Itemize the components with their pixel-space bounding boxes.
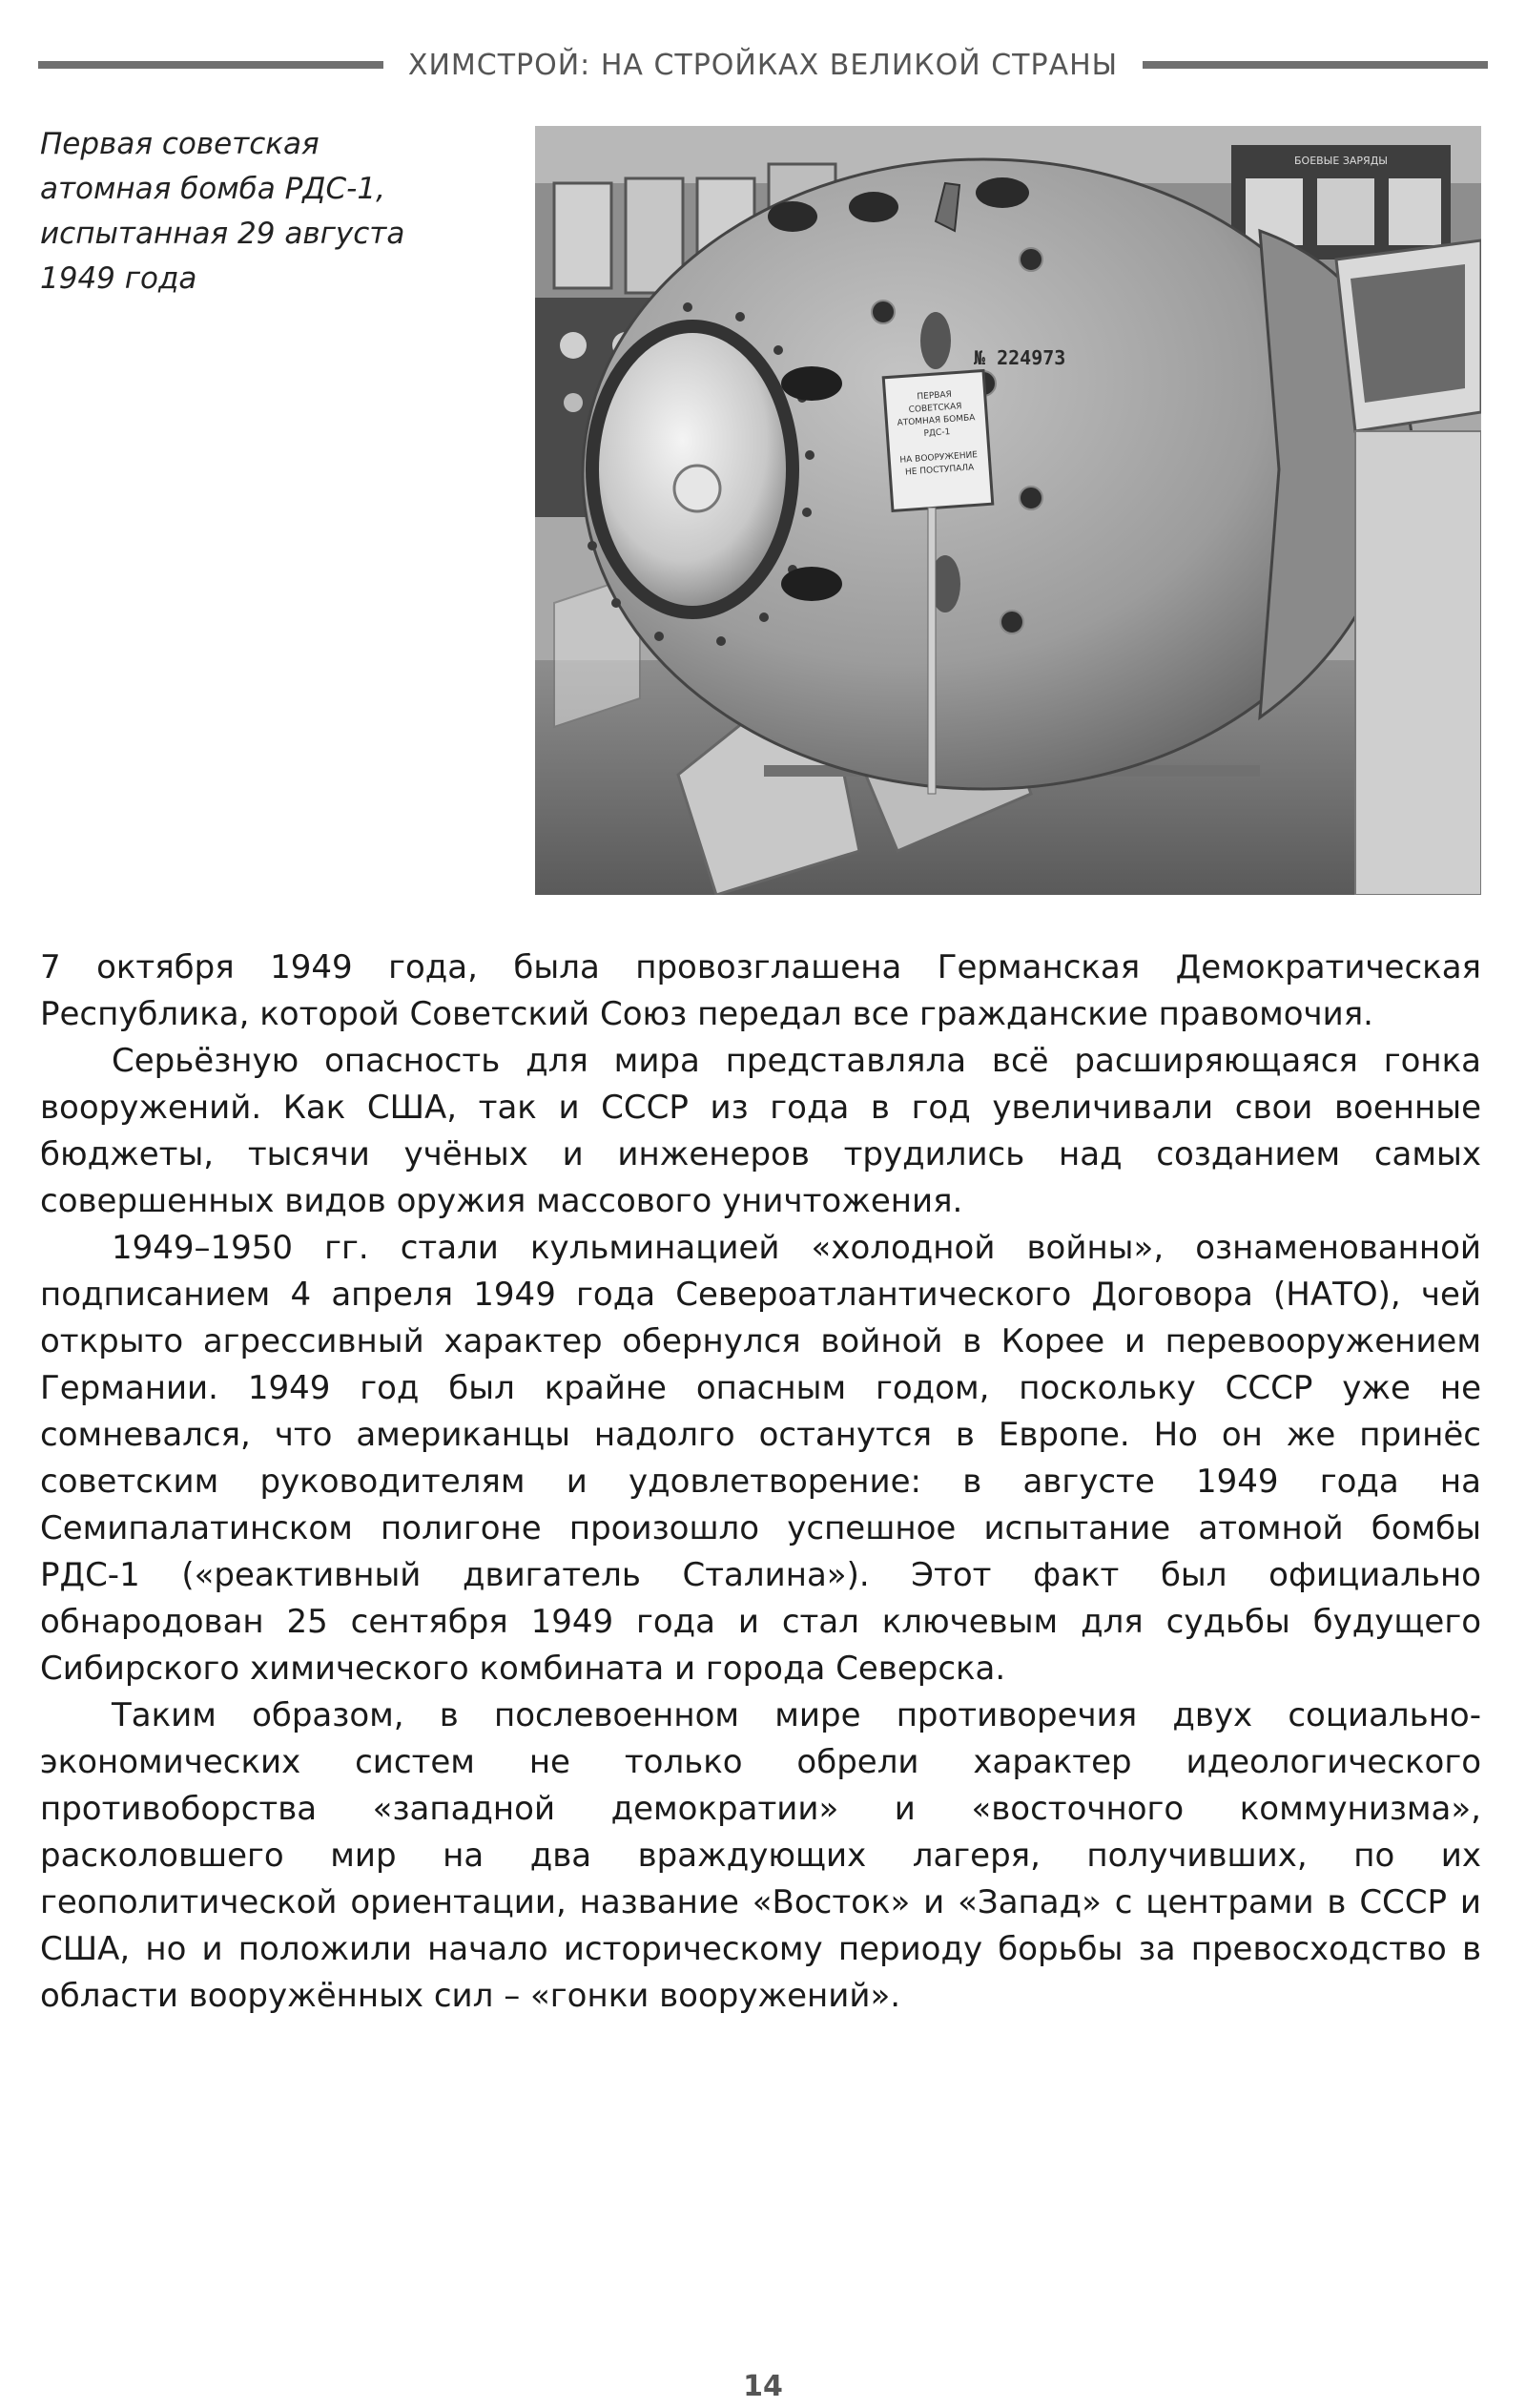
rds1-bomb-photo <box>535 126 1481 895</box>
caption-line: 1949 года <box>40 261 197 296</box>
caption-line: Первая советская <box>40 127 320 161</box>
paragraph: Таким образом, в послевоенном мире противоречия двух социально-экономических систем не только обрели характер идеологического противоборства «западной демократии» и «восточного коммунизма», расколовшего мир на два враждующих лагеря, получивших, по их геополитической ориентации, название «Восток» и «Запад» с центрами в СССР и США, но и положили начало историческому периоду борьбы за превосходство в области вооружённых сил – «гонки вооружений». <box>40 1696 1481 2015</box>
running-header <box>38 44 1488 86</box>
caption-line: атомная бомба РДС-1, <box>40 172 385 206</box>
plaque-line: НЕ ПОСТУПАЛА <box>904 463 975 478</box>
bomb-photo-illustration <box>535 126 1481 895</box>
page-number: 14 <box>743 2370 783 2403</box>
bomb-serial-number: № 224973 <box>974 346 1066 369</box>
header-rule-right <box>1143 61 1488 69</box>
body-text <box>40 945 1481 2020</box>
header-rule-left <box>38 61 383 69</box>
plaque-line: ПЕРВАЯ <box>917 389 953 403</box>
plaque-line: АТОМНАЯ БОМБА <box>897 413 976 428</box>
caption-line: испытанная 29 августа <box>40 217 405 251</box>
photo-caption <box>40 122 479 301</box>
paragraph: 7 октября 1949 года, была провозглашена Германская Демократическая Республика, которой Советский Союз передал все гражданские правомочия. <box>40 948 1481 1033</box>
plaque-line: СОВЕТСКАЯ <box>908 402 962 416</box>
plaque-line: НА ВООРУЖЕНИЕ <box>899 450 979 466</box>
wall-sign-text: БОЕВЫЕ ЗАРЯДЫ <box>1293 155 1389 167</box>
paragraph: 1949–1950 гг. стали кульминацией «холодной войны», ознаменованной подписанием 4 апреля 1949 года Североатлантического Договора (НАТО), чей открыто агрессивный характер обернулся войной в Корее и перевооружением Германии. 1949 год был крайне опасным годом, поскольку СССР уже не сомневался, что американцы надолго останутся в Европе. Но он же принёс советским руководителям и удовлетворение: в августе 1949 года на Семипалатинском полигоне произошло успешное испытание атомной бомбы РДС-1 («реактивный двигатель Сталина»). Этот факт был официально обнародован 25 сентября 1949 года и стал ключевым для судьбы будущего Сибирского химического комбината и города Северска. <box>40 1229 1481 1688</box>
plaque-line: РДС-1 <box>923 427 951 439</box>
paragraph: Серьёзную опасность для мира представляла всё расширяющаяся гонка вооружений. Как США, так и СССР из года в год увеличивали свои военные бюджеты, тысячи учёных и инженеров трудились над созданием самых совершенных видов оружия массового уничтожения. <box>40 1042 1481 1220</box>
running-header-title: ХИМСТРОЙ: НА СТРОЙКАХ ВЕЛИКОЙ СТРАНЫ <box>407 48 1119 82</box>
